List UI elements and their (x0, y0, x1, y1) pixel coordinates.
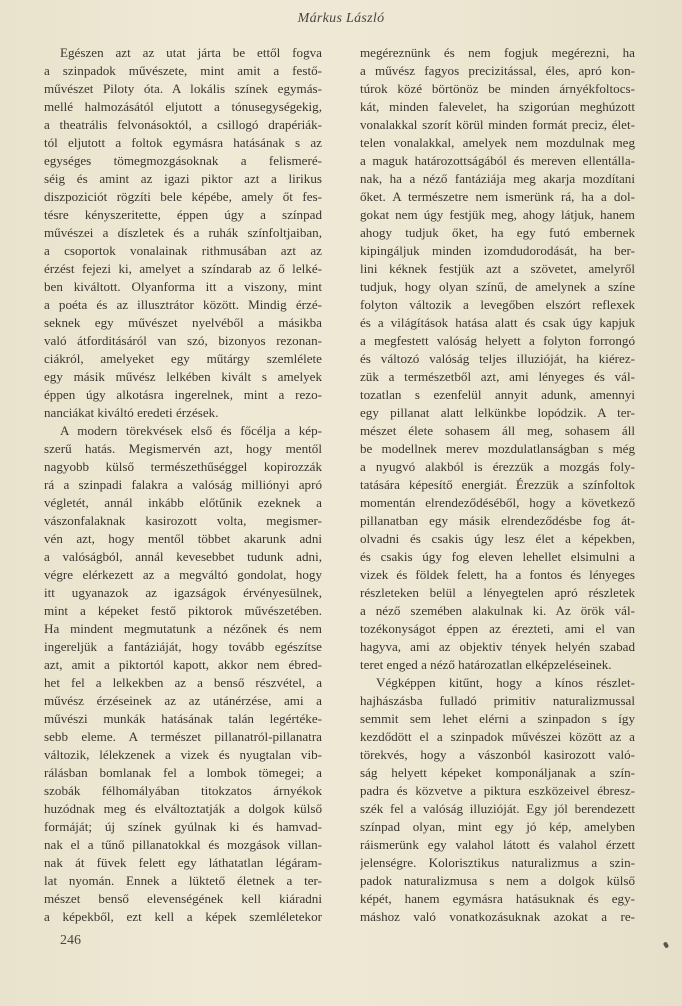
text-line: telen vonalakkal, amelyek nem mozdulnak meg (360, 135, 635, 150)
text-line: teret enged a néző határozatlan elképzeléseinek. (360, 657, 612, 672)
text-line: mészet benső elevenségének kell kiáradni (44, 891, 322, 906)
text-line: itt ugyanazok az igazságok érvényesülnek, (44, 585, 322, 600)
text-line: a nyugvó alakból is érezzük a mozgás foly- (360, 459, 635, 474)
text-line: ingereljük a fantáziáját, hogy tovább egészítse (44, 639, 322, 654)
text-line: szobák félhomályában titokzatos árnyékok (44, 783, 322, 798)
text-line: seknek egy művészet nyelvéből a másikba (44, 315, 322, 330)
text-line: mészet élete sohasem áll meg, sohasem áll (360, 423, 635, 438)
text-line: egységes tömegmozgásoknak a felismeré- (44, 153, 322, 168)
text-line: szerű hatás. Megismervén azt, hogy mentől (44, 441, 322, 456)
text-line: művészi munkák hatásának talán legértéke- (44, 711, 322, 726)
text-line: végre elérkezett az a megváltó gondolat, hogy (44, 567, 322, 582)
text-line: momentán elrendeződéséből, hogy a következő (360, 495, 635, 510)
text-line: het fel a lelkekben az a benső részvétel, a (44, 675, 322, 690)
text-line: és változó valóság teljes illuzióját, ha kiérez- (360, 351, 635, 366)
text-line: a megfestett valóság helyett a folyton forrongó (360, 333, 635, 348)
text-line: vonalakkal szorít körül minden formát preciz, élet- (360, 117, 635, 132)
text-line: a művész fagyos precizitással, éles, apró kon- (360, 63, 635, 78)
text-line: hajhászásba fulladó primitiv naturalizmussal (360, 693, 635, 708)
text-line: vászonfalaknak kasirozott volta, megismer- (44, 513, 322, 528)
text-line: egy pillanat alatt lelkünkbe lopódzik. A ter- (360, 405, 635, 420)
text-line: ság helyett képeket komponáljanak a szín- (360, 765, 635, 780)
text-line: jelenségre. Kolorisztikus naturalizmus a szin- (360, 855, 635, 870)
text-line: éppen úgy alkotásra ingerelnek, mint a rezo- (44, 387, 322, 402)
text-line: be modellnek merev mozdulatlanságban s még (360, 441, 635, 456)
text-line: vén azt, hogy mentől többet akarunk adni (44, 531, 322, 546)
text-line: egy másik művész lelkében kivált s amelyek (44, 369, 322, 384)
text-line: művészet Piloty óta. A lokális színek egymás- (44, 81, 322, 96)
paper-speck (663, 941, 669, 948)
text-line: vizek és földek felett, ha a fontos és lényeges (360, 567, 635, 582)
text-line: változik, lélekzenek a vizek és nyugtalan vib- (44, 747, 322, 762)
text-line: diszpoziciót rögzíti bele képébe, amely őt fes- (44, 189, 322, 204)
text-line: pillanatban egy másik elrendeződésbe fog át- (360, 513, 635, 528)
text-line: tozatlan s ezenfelül annyit adunk, amennyi (360, 387, 635, 402)
text-line: művészei a díszletek és a ruhák színfoltjaiban, (44, 225, 322, 240)
text-line: törekvés, hogy a vászonból kasirozott való- (360, 747, 635, 762)
text-line: a valóságból, annál kevesebbet tudunk adni, (44, 549, 322, 564)
running-head: Márkus László (297, 11, 385, 26)
text-line: sebb eleme. A természet pillanatról-pillanatra (44, 729, 322, 744)
text-line: nanciákat kiváltó eredeti érzések. (44, 405, 219, 420)
text-line: Egészen azt az utat járta be ettől fogva (60, 45, 322, 60)
text-line: a csoportok vonalainak rithmusában azt az (44, 243, 322, 258)
text-line: formáját; új színek gyúlnak ki és hamvad- (44, 819, 322, 834)
text-line: huzódnak meg és elváltoztatják a dolgok külső (44, 801, 322, 816)
text-line: a képekből, ezt kell a képek szemléletekor (44, 909, 322, 924)
text-line: ahogy tudjuk őket, ha egy futó embernek (360, 225, 635, 240)
text-line: megéreznünk és nem fogjuk megérezni, ha (360, 45, 635, 60)
text-line: mellé halmozásától eljutott a tónusegységekig, (44, 99, 322, 114)
text-line: részleteken belül a lényegtelen apró részletek (360, 585, 635, 600)
text-line: a szinpadok művészete, mint amit a festő- (44, 63, 322, 78)
text-line: semmit sem lehet elérni a szinpadon s így (360, 711, 635, 726)
text-line: nak, ha a néző fantáziája meg akarja mozdítani (360, 171, 635, 186)
text-line: érzést fejezi ki, amelyet a színdarab az ő lelké- (44, 261, 322, 276)
text-line: nak el a tűnő pillanatokkal és mozgások villan- (44, 837, 322, 852)
text-line: ben kiváltott. Olyanforma itt a viszony, mint (44, 279, 322, 294)
text-line: olvadni és csakis úgy lesz élet a képekben, (360, 531, 635, 546)
text-line: ráismerünk egy valahol látott és valahol érzett (360, 837, 635, 852)
text-line: a theatrális felvonásoktól, a csillogó drapériák- (44, 117, 322, 132)
text-line: tudjuk, hogy olyan színű, de amelynek a színe (360, 279, 635, 294)
text-line: séig és amint az igazi piktor azt a lirikus (44, 171, 322, 186)
text-line: és csakis úgy fog eleven lehellet elsimulni a (360, 549, 635, 564)
text-line: kipingáljuk minden izomdudorodását, ha ber- (360, 243, 635, 258)
text-line: a maguk határozottságából és mereven ellentálla- (360, 153, 635, 168)
left-column (44, 44, 322, 926)
text-line: és a világítások hatása alatt és csak úgy kapjuk (360, 315, 635, 330)
text-line: hagyva, ami az objektiv tények helyén szabad (360, 639, 635, 654)
right-column (360, 44, 635, 926)
text-line: végletét, annál inkább előtűnik ezeknek a (44, 495, 322, 510)
text-line: kát, minden falevelet, ha szigorúan meghúzott (360, 99, 635, 114)
text-line: a poéta és az illusztrátor között. Mindig érzé- (44, 297, 322, 312)
text-line: folyton változik a levegőben elszórt reflexek (360, 297, 635, 312)
text-line: színpad olyan, mint egy jó kép, amelyben (360, 819, 635, 834)
text-line: rálásban bomlanak fel a lombok tömegei; a (44, 765, 322, 780)
text-line: képét, hanem egymásra hatásuknak és egy- (360, 891, 635, 906)
text-line: Ha mindent megmutatunk a nézőnek és nem (44, 621, 322, 636)
text-line: padok naturalizmusa s nem a dolgok külső (360, 873, 635, 888)
text-line: való átforditásáról van szó, bizonyos rezonan- (44, 333, 322, 348)
text-line: művész érzéseinek az az utánérzése, ami a (44, 693, 322, 708)
text-line: ciákról, amelyeket egy műtárgy szemlélete (44, 351, 322, 366)
text-line: tésre kényszeritette, éppen úgy a színpad (44, 207, 322, 222)
text-line: tatására képesítő energiát. Érezzük a színfoltok (360, 477, 635, 492)
text-line: nak át füvek felett egy láthatatlan légáram- (44, 855, 322, 870)
text-line: gokat nem úgy festjük meg, ahogy látjuk, hanem (360, 207, 635, 222)
text-line: tozékonyságot éppen az érezteti, ami el van (360, 621, 635, 636)
text-line: azt, amit a piktortól kapott, akkor nem ébred- (44, 657, 322, 672)
text-line: rá a szinpadi falakra a valóság milliónyi apró (44, 477, 322, 492)
text-line: lat nyomán. Ennek a lüktető életnek a ter- (44, 873, 322, 888)
text-line: szék fel a valóság illuzióját. Egy jól berendezett (360, 801, 635, 816)
page-number: 246 (60, 933, 81, 948)
text-line: kezdődött el a szinpadok művészei között az a (360, 729, 635, 744)
text-line: a néző szemében alakulnak ki. Az örök vál- (360, 603, 635, 618)
text-line: zük a természetből azt, ami lényeges és vál- (360, 369, 635, 384)
text-line: lini kéknek festjük azt a szövetet, amelyről (360, 261, 635, 276)
text-line: nagyobb külső természethűséggel kopirozzák (44, 459, 322, 474)
text-line: Végképpen kitűnt, hogy a kínos részlet- (376, 675, 635, 690)
text-line: A modern törekvések első és főcélja a kép- (60, 423, 322, 438)
text-line: őket. A természetre nem ismerünk rá, ha a dol- (360, 189, 635, 204)
text-line: túrok közé börtönöz be minden árnyékfoltocs- (360, 81, 635, 96)
text-line: tól eljutott a foltok egymásra hatásának s az (44, 135, 322, 150)
text-line: máshoz való vonatkozásuknak azokat a re- (360, 909, 635, 924)
text-line: mint a képeket festő piktorok művészetében. (44, 603, 322, 618)
text-line: padra és közvetve a piktura eszközeivel ébresz- (360, 783, 635, 798)
